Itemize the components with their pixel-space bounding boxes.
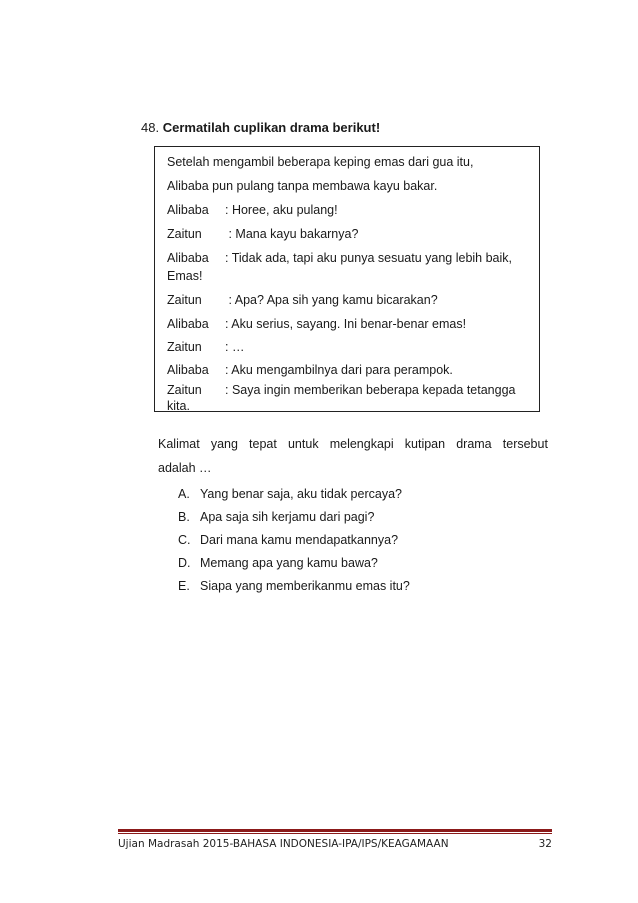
speaker-name: Alibaba — [167, 203, 209, 217]
speaker-name: Alibaba — [167, 363, 209, 377]
option-letter: E. — [178, 579, 190, 593]
page-footer — [118, 838, 552, 850]
dialogue-line — [167, 340, 244, 354]
dialogue-text: : Saya ingin memberikan beberapa kepada tetangga — [225, 383, 516, 397]
option-text: Siapa yang memberikanmu emas itu? — [200, 579, 410, 593]
question-heading — [141, 120, 380, 135]
question-number: 48. — [141, 120, 160, 135]
footer-title: Ujian Madrasah 2015-BAHASA INDONESIA-IPA/IPS/KEAGAMAAN — [118, 838, 449, 850]
speaker-name: Alibaba — [167, 251, 209, 265]
prompt-word: kutipan — [404, 437, 446, 451]
dialogue-text: : Apa? Apa sih yang kamu bicarakan? — [225, 293, 438, 307]
prompt-word: Kalimat — [158, 437, 200, 451]
option-letter: A. — [178, 487, 190, 501]
narration-line-2: Alibaba pun pulang tanpa membawa kayu bakar. — [167, 179, 438, 193]
dialogue-line — [167, 363, 453, 377]
dialogue-text: : Mana kayu bakarnya? — [225, 227, 359, 241]
option-text: Yang benar saja, aku tidak percaya? — [200, 487, 402, 501]
narration-line-1: Setelah mengambil beberapa keping emas dari gua itu, — [167, 155, 474, 169]
prompt-word: melengkapi — [329, 437, 394, 451]
dialogue-line-continued — [167, 269, 225, 283]
answer-options — [178, 487, 410, 602]
option-c[interactable] — [178, 533, 410, 556]
dialogue-line-continued — [167, 399, 225, 413]
dialogue-text: : Tidak ada, tapi aku punya sesuatu yang lebih baik, — [225, 251, 512, 265]
option-d[interactable] — [178, 556, 410, 579]
prompt-word: drama — [456, 437, 492, 451]
option-text: Memang apa yang kamu bawa? — [200, 556, 378, 570]
speaker-name: Emas! — [167, 269, 203, 283]
dialogue-text: : Aku mengambilnya dari para perampok. — [225, 363, 453, 377]
question-prompt — [158, 437, 548, 475]
dialogue-line — [167, 317, 466, 331]
dialogue-text: : … — [225, 340, 245, 354]
speaker-name: kita. — [167, 399, 190, 413]
dialogue-line — [167, 203, 338, 217]
speaker-name: Zaitun — [167, 340, 202, 354]
option-letter: B. — [178, 510, 190, 524]
question-instruction: Cermatilah cuplikan drama berikut! — [162, 120, 381, 135]
prompt-line-2: adalah … — [158, 461, 212, 475]
speaker-name: Zaitun — [167, 293, 202, 307]
speaker-name: Alibaba — [167, 317, 209, 331]
option-text: Apa saja sih kerjamu dari pagi? — [200, 510, 375, 524]
footer-rule-thin — [118, 833, 552, 834]
option-e[interactable] — [178, 579, 410, 602]
prompt-line-1 — [158, 437, 548, 451]
option-text: Dari mana kamu mendapatkannya? — [200, 533, 399, 547]
dialogue-line — [167, 227, 358, 241]
drama-excerpt-box — [154, 146, 540, 412]
dialogue-line — [167, 251, 512, 265]
option-letter: D. — [178, 556, 191, 570]
option-letter: C. — [178, 533, 191, 547]
prompt-word: tepat — [249, 437, 277, 451]
option-a[interactable] — [178, 487, 410, 510]
dialogue-line — [167, 383, 515, 397]
dialogue-text: : Aku serius, sayang. Ini benar-benar emas! — [225, 317, 467, 331]
speaker-name: Zaitun — [167, 227, 202, 241]
footer-rule — [118, 829, 552, 832]
dialogue-line — [167, 293, 438, 307]
prompt-word: untuk — [287, 437, 319, 451]
prompt-word: yang — [210, 437, 238, 451]
speaker-name: Zaitun — [167, 383, 202, 397]
page-number: 32 — [538, 838, 552, 850]
option-b[interactable] — [178, 510, 410, 533]
prompt-word: tersebut — [502, 437, 548, 451]
dialogue-text: : Horee, aku pulang! — [225, 203, 338, 217]
